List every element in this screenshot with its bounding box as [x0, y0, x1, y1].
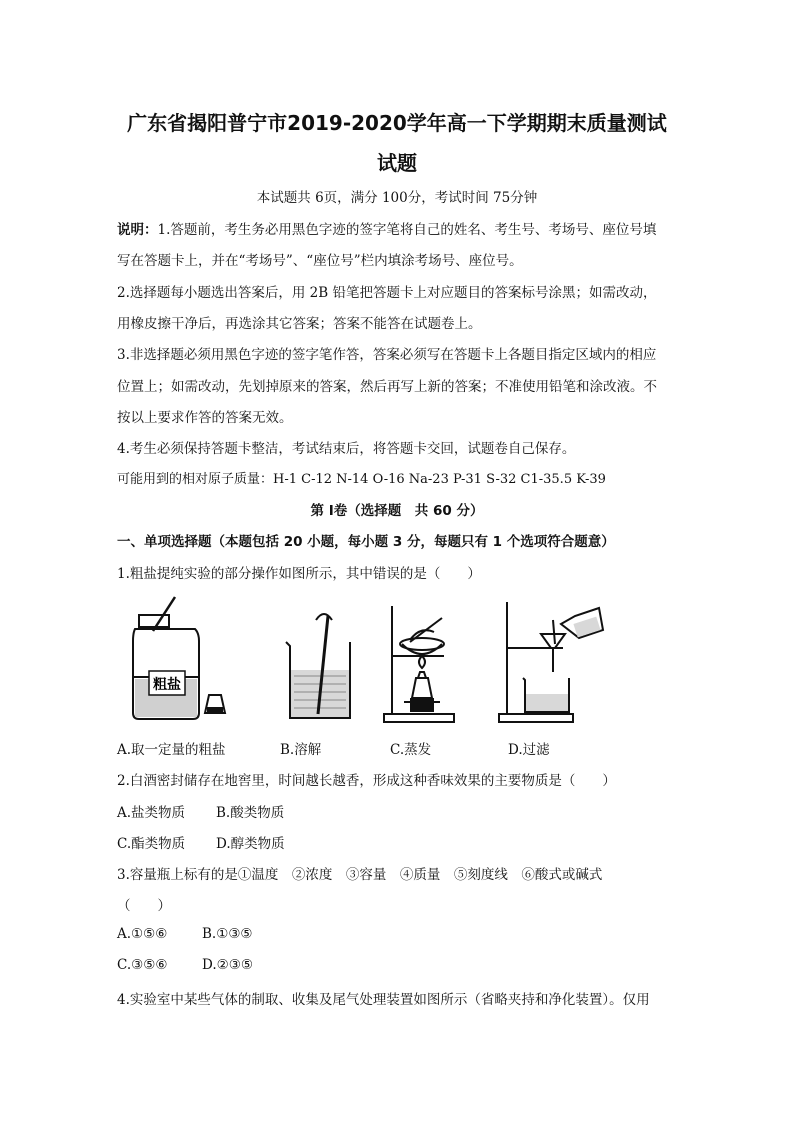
q2-option-a[interactable]: A.盐类物质 — [117, 805, 186, 821]
q1-option-d[interactable]: D.过滤 — [508, 742, 550, 758]
figure-a-salt-jar — [125, 595, 235, 725]
figure-c-evaporation — [380, 602, 470, 727]
q1-stem: 1.粗盐提纯实验的部分操作如图所示，其中错误的是（ ） — [117, 566, 481, 582]
instruction-item1-a — [117, 218, 656, 238]
instructions-label: 说明： — [117, 222, 158, 238]
instruction-item3-b: 位置上；如需改动，先划掉原来的答案，然后再写上新的答案；不准使用铅笔和涂改液。不 — [117, 379, 657, 395]
instruction-item3-c: 按以上要求作答的答案无效。 — [117, 410, 293, 426]
instruction-item3-a: 3.非选择题必须用黑色字迹的签字笔作答，答案必须写在答题卡上各题目指定区域内的相应 — [117, 347, 657, 363]
q3-stem: 3.容量瓶上标有的是①温度 ②浓度 ③容量 ④质量 ⑤刻度线 ⑥酸式或碱式 — [117, 867, 603, 883]
q4-stem: 4.实验室中某些气体的制取、收集及尾气处理装置如图所示（省略夹持和净化装置）。仅用 — [117, 992, 650, 1008]
atomic-masses: 可能用到的相对原子质量：H-1 C-12 N-14 O-16 Na-23 P-31 S-32 C1-35.5 K-39 — [117, 472, 606, 487]
q2-stem: 2.白酒密封储存在地窖里，时间越长越香，形成这种香味效果的主要物质是（ ） — [117, 773, 616, 789]
figure-d-filtration — [495, 598, 610, 728]
q3-option-d[interactable]: D.②③⑤ — [202, 957, 253, 973]
q1-option-b[interactable]: B.溶解 — [280, 742, 322, 758]
instruction-item2-b: 用橡皮擦干净后，再选涂其它答案；答案不能答在试题卷上。 — [117, 316, 482, 332]
instruction-item2-a: 2.选择题每小题选出答案后，用 2B 铅笔把答题卡上对应题目的答案标号涂黑；如需改动， — [117, 285, 657, 301]
figure-b-beaker — [280, 610, 360, 725]
exam-subtitle: 本试题共 6页，满分 100分，考试时间 75分钟 — [256, 190, 538, 206]
page-title-line2: 试题 — [377, 151, 417, 175]
volume-title: 第 I卷（选择题 共 60 分） — [310, 503, 484, 519]
q3-blank: （ ） — [117, 898, 171, 914]
q2-option-d[interactable]: D.醇类物质 — [216, 836, 285, 852]
q1-option-c[interactable]: C.蒸发 — [390, 742, 432, 758]
q1-option-a[interactable]: A.取一定量的粗盐 — [117, 742, 226, 758]
instruction-item1-a-text: 1.答题前，考生务必用黑色字迹的签字笔将自己的姓名、考生号、考场号、座位号填 — [157, 222, 657, 238]
q3-option-b[interactable]: B.①③⑤ — [202, 926, 253, 942]
q2-option-b[interactable]: B.酸类物质 — [216, 805, 285, 821]
q3-option-a[interactable]: A.①⑤⑥ — [117, 926, 168, 942]
instruction-item4: 4.考生必须保持答题卡整洁，考试结束后，将答题卡交回，试题卷自己保存。 — [117, 441, 576, 457]
part-title: 一、单项选择题（本题包括 20 小题，每小题 3 分，每题只有 1 个选项符合题意） — [117, 534, 615, 550]
q3-option-c[interactable]: C.③⑤⑥ — [117, 957, 168, 973]
jar-label: 粗盐 — [153, 677, 181, 693]
instruction-item1-b: 写在答题卡上，并在“考场号”、“座位号”栏内填涂考场号、座位号。 — [117, 253, 523, 269]
q2-option-c[interactable]: C.酯类物质 — [117, 836, 186, 852]
page-title-line1: 广东省揭阳普宁市2019-2020学年高一下学期期末质量测试 — [127, 111, 667, 135]
